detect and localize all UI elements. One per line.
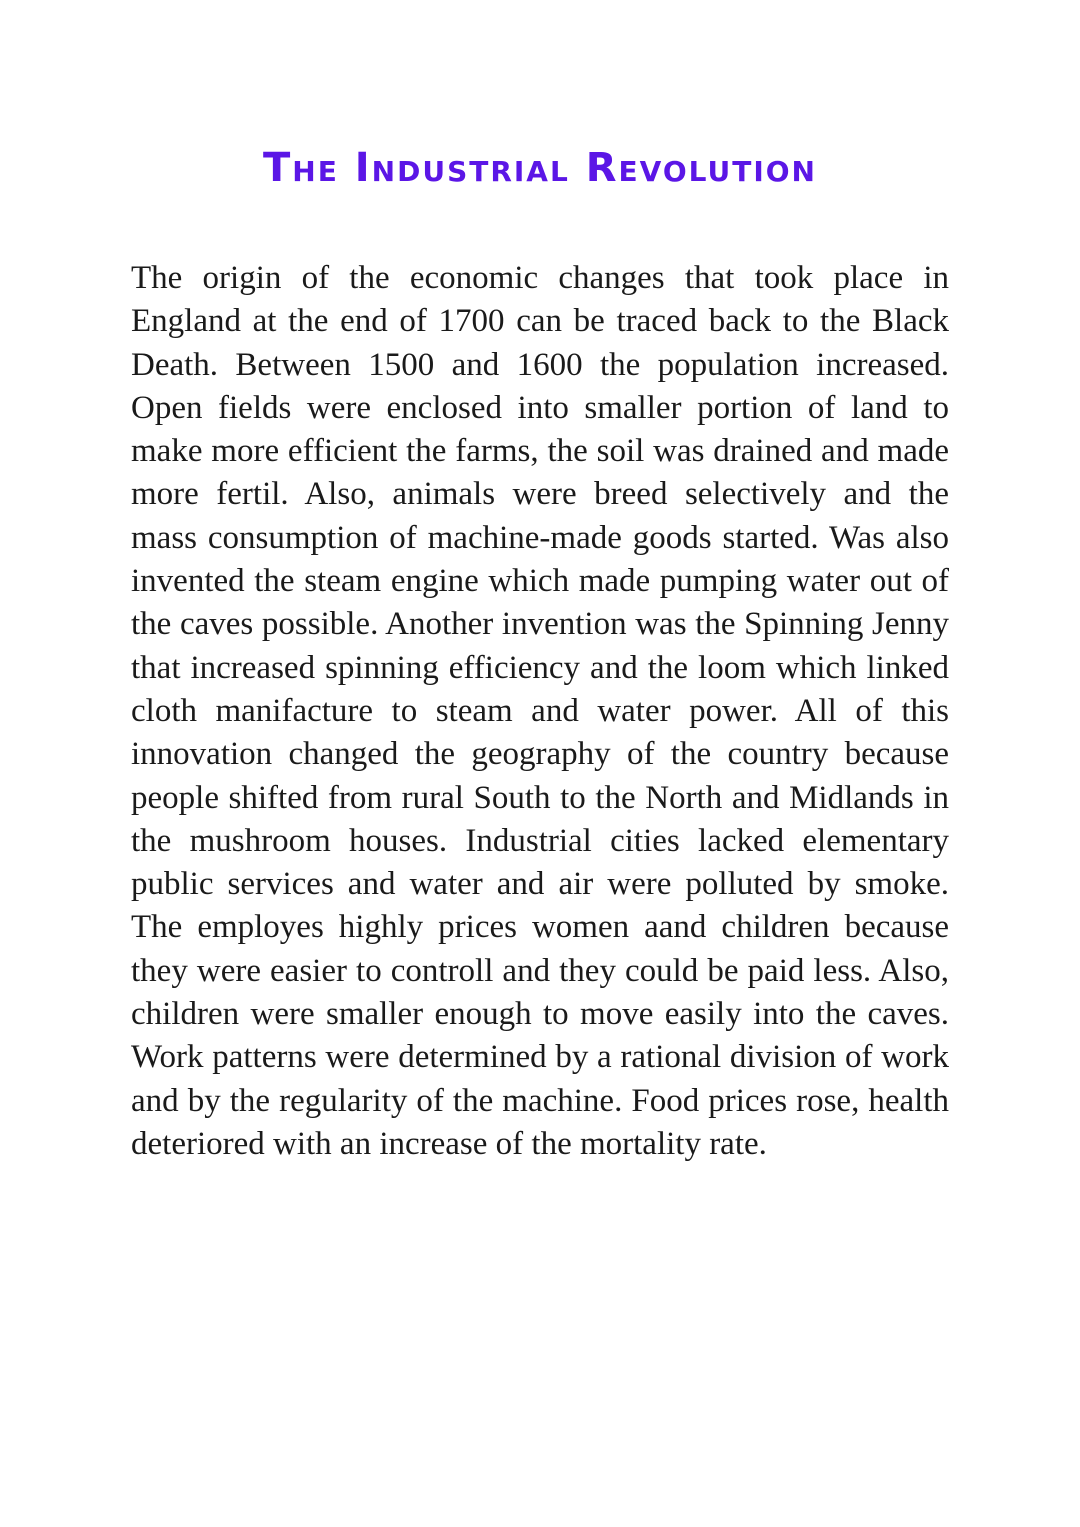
page-title: The Industrial Revolution — [263, 145, 817, 191]
body-paragraph: The origin of the economic changes that took place in England at the end of 1700 can be traced back to the Black Death. Between 1500 and 1600 the population increased. Open fields were enclosed into smaller portion of land to make more efficient the farms, the soil was drained and made more fertil. Also, animals were breed selectively and the mass consumption of machine-made goods started. Was also invented the steam engine which made pumping water out of the caves possible. Another invention was the Spinning Jenny that increased spinning efficiency and the loom which linked cloth manifacture to steam and water power. All of this innovation changed the geography of the country because people shifted from rural South to the North and Midlands in the mushroom houses. Industrial cities lacked elementary public services and water and air were polluted by smoke. The employes highly prices women aand children because they were easier to controll and they could be paid less. Also, children were smaller enough to move easily into the caves. Work patterns were determined by a rational division of work and by the regularity of the machine. Food prices rose, health deteriored with an increase of the mortality rate. — [131, 260, 949, 1162]
